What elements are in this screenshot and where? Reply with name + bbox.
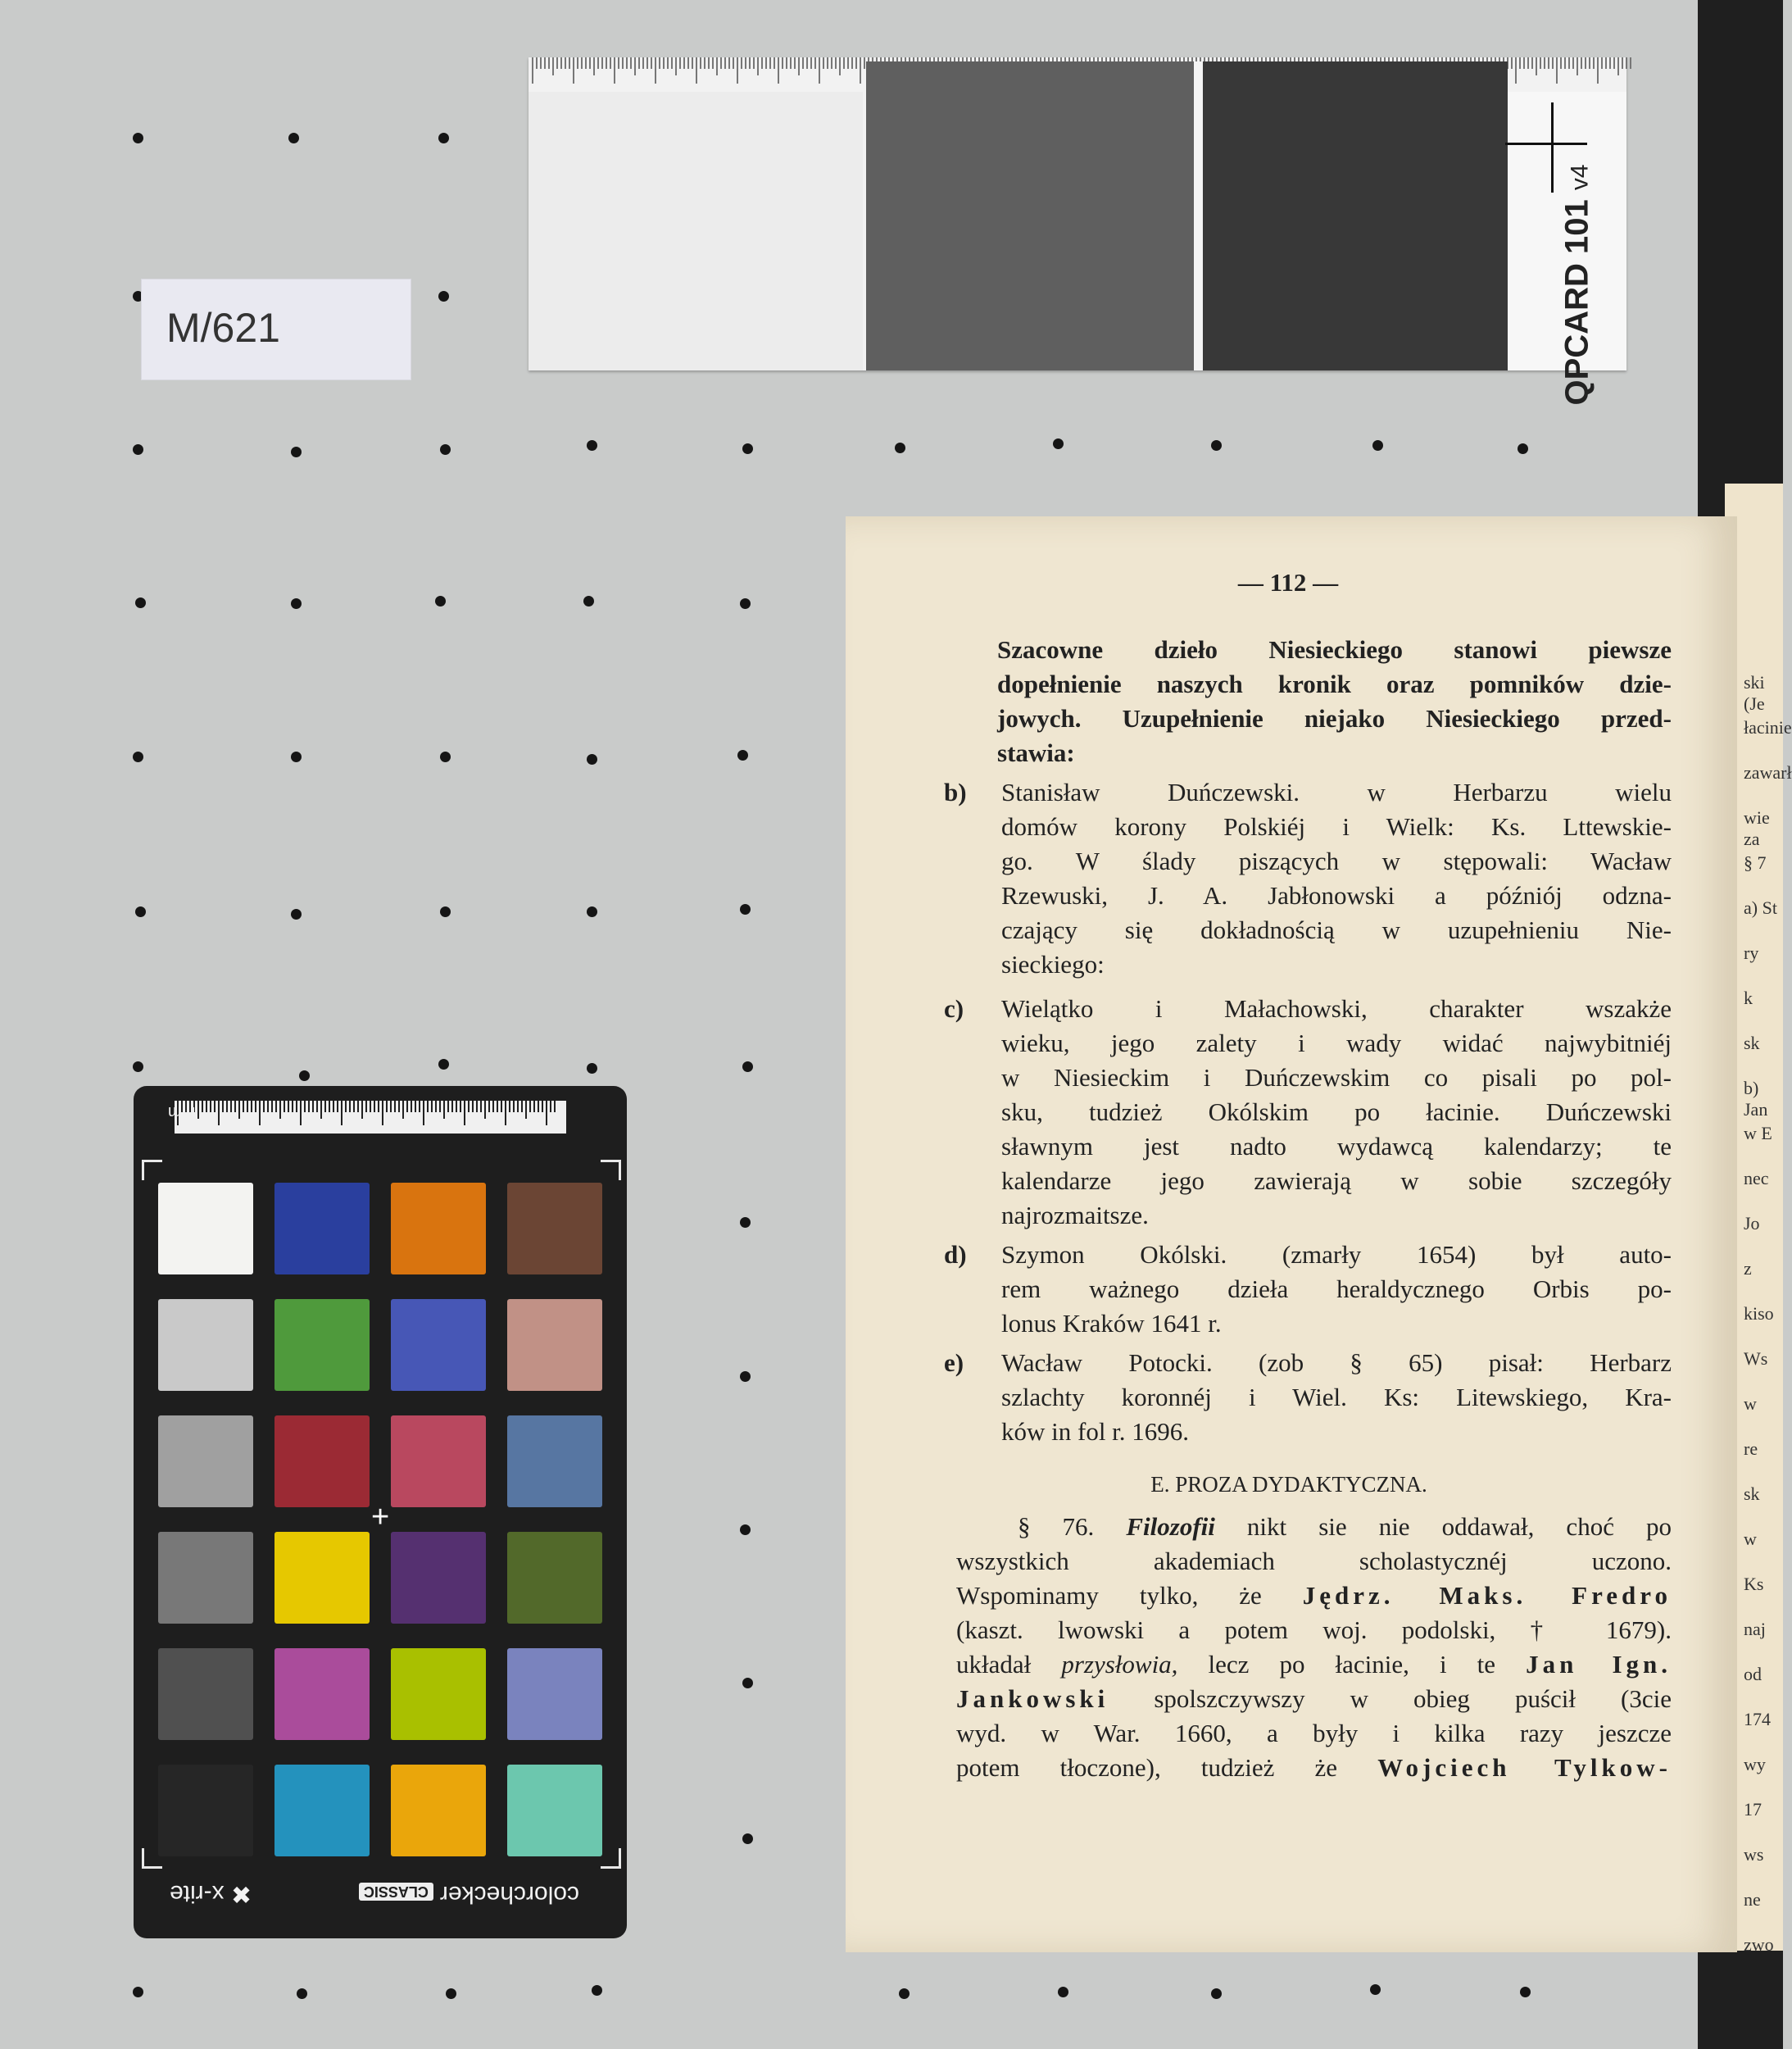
next-page-fragment: sk bbox=[1744, 1483, 1760, 1504]
grid-dot bbox=[899, 1988, 910, 1999]
next-page-fragment: z bbox=[1744, 1258, 1752, 1279]
grid-dot bbox=[438, 291, 449, 302]
color-swatch bbox=[158, 1648, 253, 1740]
text-line: potem tłoczone), tudzież że Wojciech Tylkow- bbox=[956, 1753, 1672, 1782]
grid-dot bbox=[440, 752, 451, 762]
grid-dot bbox=[133, 1061, 143, 1072]
text-line: wszystkich akademiach scholastycznéj uczono. bbox=[956, 1547, 1672, 1575]
next-page-fragment: re bbox=[1744, 1438, 1758, 1459]
grid-dot bbox=[435, 596, 446, 607]
text-line: lonus Kraków 1641 r. bbox=[1001, 1309, 1222, 1338]
color-swatch bbox=[274, 1765, 370, 1856]
grid-dot bbox=[135, 906, 146, 917]
grid-dot bbox=[740, 1371, 751, 1382]
text-line: ków in fol r. 1696. bbox=[1001, 1417, 1190, 1446]
text-line: domów korony Polskiéj i Wielk: Ks. Lttewskie- bbox=[1001, 812, 1672, 841]
next-page-fragment: naj bbox=[1744, 1619, 1766, 1639]
text-line: Szacowne dzieło Niesieckiego stanowi piewsze bbox=[997, 635, 1672, 664]
next-page-fragment: 17 bbox=[1744, 1799, 1762, 1820]
corner-mark bbox=[601, 1160, 621, 1180]
next-page-fragment: łacinie bbox=[1744, 717, 1792, 738]
grid-dot bbox=[291, 598, 302, 609]
text-line: sławnym jest nadto wydawcą kalendarzy; te bbox=[1001, 1132, 1672, 1161]
grid-dot bbox=[742, 443, 753, 454]
grid-dot bbox=[1211, 1988, 1222, 1999]
text-line: jowych. Uzupełnienie niejako Niesieckiego przed- bbox=[997, 704, 1672, 733]
dark-patch bbox=[1203, 61, 1508, 370]
grid-dot bbox=[1058, 1987, 1068, 1997]
grey-scale-target bbox=[529, 57, 1626, 406]
grid-dot bbox=[440, 906, 451, 917]
color-swatch bbox=[391, 1183, 486, 1274]
text-line: w Niesieckim i Duńczewskim co pisali po pol- bbox=[1001, 1063, 1672, 1092]
next-page-fragment: ski (Je bbox=[1744, 672, 1765, 714]
color-swatch bbox=[274, 1299, 370, 1391]
catalogue-label-text: M/621 bbox=[166, 305, 280, 351]
color-checker bbox=[134, 1086, 627, 1938]
text-line: dopełnienie naszych kronik oraz pomników dzie- bbox=[997, 670, 1672, 698]
text-line: kalendarze jego zawierają w sobie szczegóły bbox=[1001, 1166, 1672, 1195]
page-number: — 112 — bbox=[1237, 568, 1339, 597]
next-page-fragment: a) St bbox=[1744, 897, 1777, 918]
text-line: Stanisław Duńczewski. w Herbarzu wielu bbox=[1001, 778, 1672, 806]
grid-dot bbox=[1518, 443, 1528, 454]
grid-dot bbox=[895, 443, 905, 453]
text-line: go. W ślady piszących w stępowali: Wacław bbox=[1001, 847, 1672, 875]
grid-dot bbox=[592, 1985, 602, 1996]
color-swatch bbox=[391, 1648, 486, 1740]
intro-paragraph bbox=[997, 633, 1672, 770]
grid-dot bbox=[133, 1987, 143, 1997]
next-page-fragment: k bbox=[1744, 988, 1753, 1008]
next-page-fragment: wie za bbox=[1744, 807, 1770, 849]
grid-dot bbox=[1211, 440, 1222, 451]
color-swatch bbox=[158, 1532, 253, 1624]
next-page-fragment: kiso bbox=[1744, 1303, 1774, 1324]
white-patch bbox=[529, 92, 863, 370]
color-swatch bbox=[507, 1532, 602, 1624]
text-line: sieckiego: bbox=[1001, 950, 1105, 979]
color-swatch bbox=[391, 1299, 486, 1391]
color-swatch bbox=[158, 1415, 253, 1507]
ruler-unit: mm bbox=[168, 1103, 196, 1121]
grid-dot bbox=[587, 754, 597, 765]
color-swatch bbox=[391, 1765, 486, 1856]
text-line: wyd. w War. 1660, a były i kilka razy jeszcze bbox=[956, 1719, 1672, 1747]
grid-dot bbox=[742, 1061, 753, 1072]
next-page-fragment: b) Jan bbox=[1744, 1078, 1768, 1120]
entry-text bbox=[1001, 775, 1672, 982]
grid-dot bbox=[1520, 1987, 1531, 1997]
next-page-fragment: w bbox=[1744, 1529, 1757, 1549]
color-swatch bbox=[507, 1765, 602, 1856]
grid-dot bbox=[587, 440, 597, 451]
grid-dot bbox=[288, 133, 299, 143]
next-page-fragment: Ws bbox=[1744, 1348, 1768, 1369]
grid-dot bbox=[737, 750, 748, 761]
grid-dot bbox=[297, 1988, 307, 1999]
next-page-fragment: zwo bbox=[1744, 1934, 1774, 1955]
grid-dot bbox=[740, 904, 751, 915]
text-line: najrozmaitsze. bbox=[1001, 1201, 1149, 1229]
grid-dot bbox=[438, 133, 449, 143]
colorchecker-logo: colorcheckerCLASSIC bbox=[359, 1880, 579, 1908]
color-swatch bbox=[507, 1299, 602, 1391]
qp-brand-logo: QPCARD 101 v4 bbox=[1558, 164, 1595, 406]
body-paragraph bbox=[956, 1510, 1672, 1785]
color-swatch bbox=[158, 1765, 253, 1856]
entry-marker: b) bbox=[944, 778, 967, 806]
patch-divider bbox=[1194, 61, 1201, 370]
grid-dot bbox=[1053, 438, 1064, 449]
grid-dot bbox=[740, 1217, 751, 1228]
entry-text bbox=[1001, 1238, 1672, 1341]
entry-marker: e) bbox=[944, 1348, 964, 1377]
checker-ruler bbox=[175, 1101, 566, 1134]
text-line: Szymon Okólski. (zmarły 1654) był auto- bbox=[1001, 1240, 1672, 1269]
section-heading: E. PROZA DYDAKTYCZNA. bbox=[1150, 1472, 1427, 1497]
color-swatch bbox=[274, 1532, 370, 1624]
text-line: sku, tudzież Okólskim po łacinie. Duńczewski bbox=[1001, 1097, 1672, 1126]
grid-dot bbox=[291, 752, 302, 762]
crosshair-icon bbox=[1505, 143, 1587, 145]
entry-text bbox=[1001, 992, 1672, 1233]
entry-marker: c) bbox=[944, 994, 964, 1023]
color-swatch bbox=[274, 1415, 370, 1507]
text-line: Wielątko i Małachowski, charakter wszakże bbox=[1001, 994, 1672, 1023]
text-line: Jankowski spolszczywszy w obieg puścił (3cie bbox=[956, 1684, 1672, 1713]
next-page-fragment: od bbox=[1744, 1664, 1762, 1684]
text-line: układał przysłowia, lecz po łacinie, i te Jan Ign. bbox=[956, 1650, 1672, 1679]
color-swatch bbox=[507, 1415, 602, 1507]
next-page-fragment: nec bbox=[1744, 1168, 1769, 1188]
grid-dot bbox=[135, 597, 146, 608]
checker-brand bbox=[153, 1877, 604, 1910]
grid-dot bbox=[291, 447, 302, 457]
book-page bbox=[846, 516, 1737, 1952]
color-swatch bbox=[507, 1648, 602, 1740]
next-page-fragment: zawarł bbox=[1744, 762, 1792, 783]
text-line: wieku, jego zalety i wady widać najwybitniéj bbox=[1001, 1029, 1672, 1057]
grid-dot bbox=[133, 133, 143, 143]
next-page-fragment: sk bbox=[1744, 1033, 1760, 1053]
next-page-fragment: ne bbox=[1744, 1889, 1761, 1910]
qp-brand-panel bbox=[1508, 92, 1626, 406]
grid-dot bbox=[133, 752, 143, 762]
corner-mark bbox=[142, 1160, 162, 1180]
entry-text bbox=[1001, 1346, 1672, 1449]
next-page-fragment: 174 bbox=[1744, 1709, 1771, 1729]
grid-dot bbox=[740, 598, 751, 609]
grid-dot bbox=[587, 906, 597, 917]
grid-dot bbox=[583, 596, 594, 607]
text-line: Rzewuski, J. A. Jabłonowski a późniój odzna- bbox=[1001, 881, 1672, 910]
text-line: Wspominamy tylko, że Jędrz. Maks. Fredro bbox=[956, 1581, 1672, 1610]
text-line: stawia: bbox=[997, 738, 1075, 767]
next-page-fragment: wy bbox=[1744, 1754, 1766, 1774]
grid-dot bbox=[740, 1524, 751, 1535]
color-swatch bbox=[158, 1299, 253, 1391]
text-line: (kaszt. lwowski a potem woj. podolski, † 1679). bbox=[956, 1615, 1672, 1644]
grid-dot bbox=[440, 444, 451, 455]
grid-dot bbox=[742, 1833, 753, 1844]
text-line: szlachty koronnéj i Wiel. Ks: Litewskiego, Kra- bbox=[1001, 1383, 1672, 1411]
next-page-fragment: § 7 bbox=[1744, 852, 1767, 873]
text-line: czający się dokładnością w uzupełnieniu Nie- bbox=[1001, 915, 1672, 944]
grid-dot bbox=[446, 1988, 456, 1999]
catalogue-label bbox=[141, 279, 411, 380]
color-swatch bbox=[391, 1532, 486, 1624]
next-page-fragment: w bbox=[1744, 1393, 1757, 1414]
crosshair-icon: + bbox=[371, 1500, 390, 1534]
text-line: Wacław Potocki. (zob § 65) pisał: Herbarz bbox=[1001, 1348, 1672, 1377]
next-page-fragment: w E bbox=[1744, 1123, 1772, 1143]
next-page-fragment: Ks bbox=[1744, 1574, 1764, 1594]
grid-dot bbox=[587, 1063, 597, 1074]
next-page-fragment: Jo bbox=[1744, 1213, 1760, 1233]
xrite-logo: ✖ x-rite bbox=[170, 1880, 252, 1907]
grid-dot bbox=[299, 1070, 310, 1081]
grid-dot bbox=[291, 909, 302, 920]
next-page-fragment: ws bbox=[1744, 1844, 1764, 1865]
grey-patch bbox=[866, 61, 1194, 370]
grid-dot bbox=[1372, 440, 1383, 451]
color-swatch bbox=[158, 1183, 253, 1274]
color-swatch bbox=[274, 1183, 370, 1274]
next-page-fragment: ry bbox=[1744, 943, 1759, 963]
grid-dot bbox=[742, 1678, 753, 1688]
entry-marker: d) bbox=[944, 1240, 967, 1269]
color-swatch bbox=[274, 1648, 370, 1740]
corner-mark bbox=[601, 1848, 621, 1869]
grid-dot bbox=[438, 1059, 449, 1070]
color-swatch bbox=[507, 1183, 602, 1274]
text-line: rem ważnego dzieła heraldycznego Orbis po- bbox=[1001, 1274, 1672, 1303]
grid-dot bbox=[133, 444, 143, 455]
text-line: § 76. Filozofii nikt sie nie oddawał, choć po bbox=[1018, 1512, 1672, 1541]
grid-dot bbox=[1370, 1984, 1381, 1995]
crosshair-icon bbox=[1551, 102, 1554, 193]
color-swatch bbox=[391, 1415, 486, 1507]
